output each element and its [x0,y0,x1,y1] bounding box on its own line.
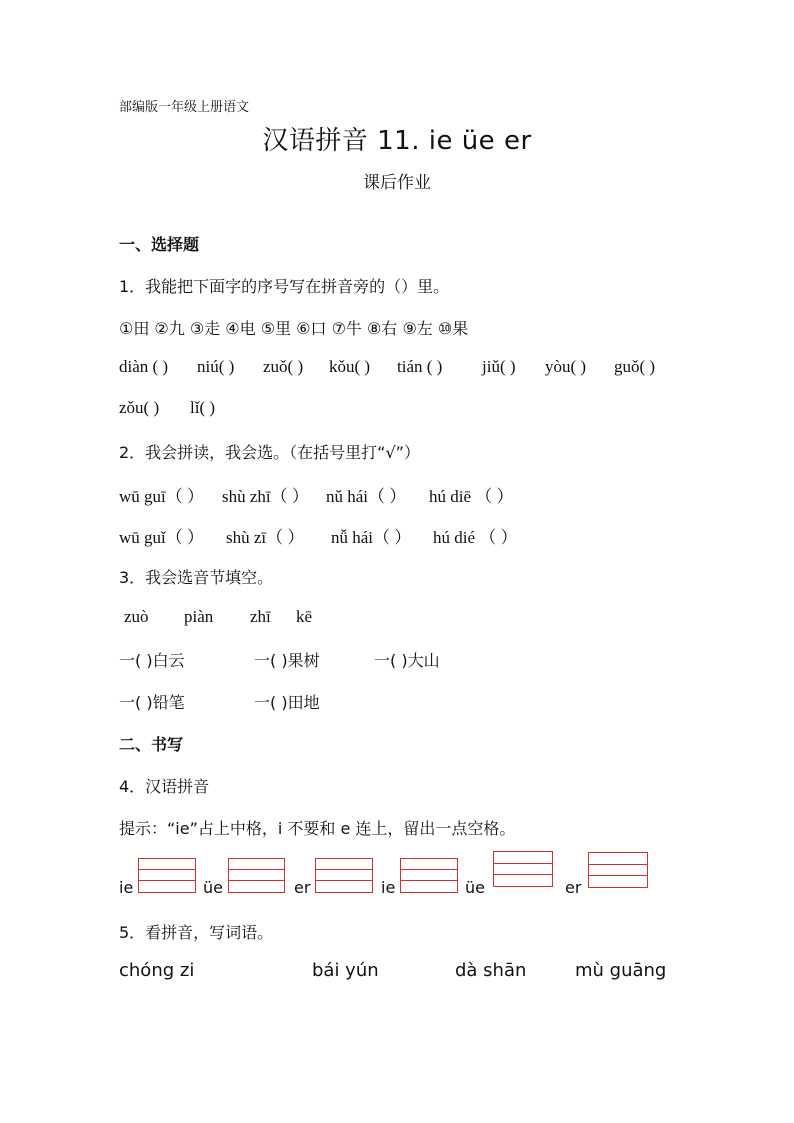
q1-pinyin-8: guǒ( ) [614,357,656,376]
writing-pair-5 [465,850,555,895]
pair-label-er: er [294,878,311,897]
q4-hint: 提示：“ie”占上中格，i 不要和 e 连上，留出一点空格。 [119,819,516,838]
section-choice-heading: 一、选择题 [119,235,200,254]
q5-word-1: chóng zi [119,960,195,981]
writing-grid-box[interactable] [315,858,373,893]
q3-blank-5: 一( )田地 [254,693,320,712]
q2-option-1: wū guī（ ） [119,487,204,506]
header-note: 部编版一年级上册语文 [119,100,250,115]
writing-pair-1 [119,850,199,895]
q3-syllable-1: zuò [124,607,149,626]
q2-prompt: 2．我会拼读，我会选。（在括号里打“√”） [119,443,420,462]
writing-pair-4 [381,850,461,895]
q2-option-4: hú diē （ ） [429,487,514,506]
q2-option-8: hú dié （ ） [433,528,518,547]
writing-grid-row [119,850,679,895]
pair-label-ie-2: ie [381,878,396,897]
writing-grid-box[interactable] [228,858,285,893]
writing-grid-box[interactable] [138,858,196,893]
q2-option-6: shù zī（ ） [226,528,305,547]
q3-syllable-2: piàn [184,607,214,626]
q3-syllable-4: kē [296,607,313,626]
q1-pinyin-7: yòu( ) [545,357,587,376]
pair-label-ue-2: üe [465,878,485,897]
pair-label-ie: ie [119,878,134,897]
q3-blank-3: 一( )大山 [374,651,440,670]
q3-blank-1: 一( )白云 [119,651,185,670]
writing-grid-box[interactable] [588,852,648,888]
writing-pair-3 [294,850,374,895]
q1-pinyin-1: diàn ( ) [119,357,169,376]
q1-pinyin-9: zǒu( ) [119,398,160,417]
q1-pinyin-3: zuǒ( ) [263,357,304,376]
q1-pinyin-5: tián ( ) [397,357,443,376]
writing-pair-2 [203,850,285,895]
q1-pinyin-2: niú( ) [197,357,235,376]
q1-prompt: 1．我能把下面字的序号写在拼音旁的（）里。 [119,277,450,296]
page-subtitle: 课后作业 [363,173,431,193]
q5-word-3: dà shān [455,960,527,981]
q1-pinyin-6: jiǔ( ) [482,357,516,376]
q5-word-2: bái yún [312,960,379,981]
q4-prompt: 4．汉语拼音 [119,777,210,796]
pair-label-ue: üe [203,878,223,897]
writing-grid-box[interactable] [400,858,458,893]
q5-prompt: 5．看拼音，写词语。 [119,923,274,942]
q2-option-2: shù zhī（ ） [222,487,309,506]
q1-pinyin-10: lǐ( ) [190,398,216,417]
writing-grid-box[interactable] [493,851,553,887]
q1-chars: ①田 ②九 ③走 ④电 ⑤里 ⑥口 ⑦牛 ⑧右 ⑨左 ⑩果 [119,319,469,338]
q3-prompt: 3．我会选音节填空。 [119,568,274,587]
q3-blank-2: 一( )果树 [254,651,320,670]
pair-label-er-2: er [565,878,582,897]
writing-pair-6 [565,850,657,895]
q3-syllable-3: zhī [250,607,271,626]
q5-word-4: mù guāng [575,960,667,981]
page-title: 汉语拼音 11. ie üe er [262,126,532,156]
q1-pinyin-4: kǒu( ) [329,357,371,376]
q2-option-7: nǚ hái（ ） [331,528,412,547]
q3-blank-4: 一( )铅笔 [119,693,185,712]
q2-option-3: nǔ hái（ ） [326,487,407,506]
section-writing-heading: 二、书写 [119,735,184,754]
q2-option-5: wū guǐ（ ） [119,528,204,547]
